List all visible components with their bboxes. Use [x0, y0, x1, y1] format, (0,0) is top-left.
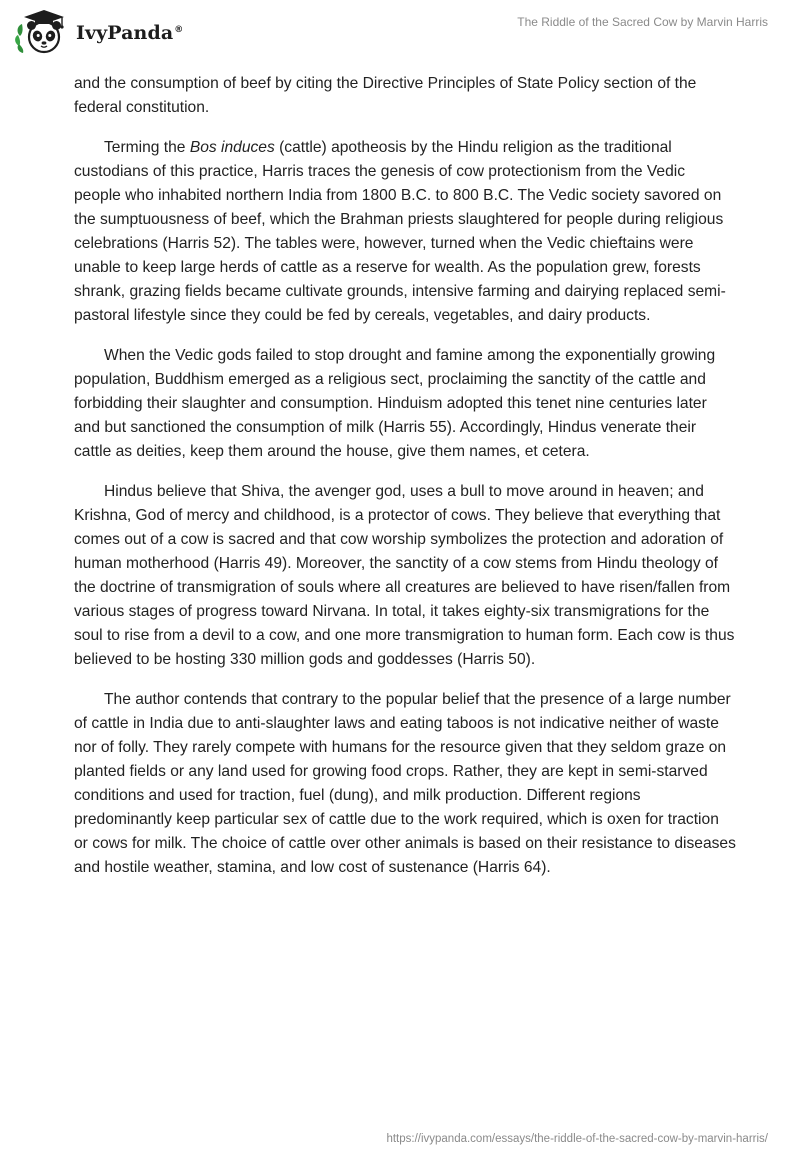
brand-name [76, 22, 183, 44]
document-title: The Riddle of the Sacred Cow by Marvin Harris [517, 15, 768, 29]
panda-graduation-cap-icon [14, 6, 74, 58]
paragraph-2-italic-term: Bos induces [189, 139, 275, 156]
paragraph-3: When the Vedic gods failed to stop drought and famine among the exponentially growing population, Buddhism emerged as a religious sect, proclaiming the sanctity of the cattle and forbidding their slaughter and consumption. Hinduism adopted this tenet nine centuries later and but sanctioned the consumption of milk (Harris 55). Accordingly, Hindus venerate their cattle as deities, keep them around the house, give them names, et cetera. [74, 347, 716, 460]
paragraph-5: The author contends that contrary to the popular belief that the presence of a large number of cattle in India due to anti-slaughter laws and eating taboos is not indicative neither of waste nor of folly. They rarely compete with humans for the resource given that they seldom graze on planted fields or any land used for growing food crops. Rather, they are kept in semi-starved conditions and used for traction, fuel (dung), and milk production. Different regions predominantly keep particular sex of cattle due to the work required, which is oxen for traction or cows for milk. The choice of cattle over other animals is based on their resistance to diseases and hostile weather, stamina, and low cost of sustenance (Harris 64). [74, 691, 736, 876]
ivypanda-logo[interactable] [14, 6, 183, 58]
source-url[interactable]: https://ivypanda.com/essays/the-riddle-of-the-sacred-cow-by-marvin-harris/ [386, 1133, 768, 1145]
paragraph-2-rest: (cattle) apotheosis by the Hindu religion as the traditional custodians of this practice, Harris traces the genesis of cow protectionism from the Vedic people who inhabited northern India from 1800 B.C. to 800 B.C. The Vedic society savored on the sumptuousness of beef, which the Brahman priests slaughtered for people during religious celebrations (Harris 52). The tables were, however, turned when the Vedic chieftains were unable to keep large herds of cattle as a reserve for wealth. As the population grew, forests shrank, grazing fields became cultivate grounds, intensive farming and dairying replaced semi-pastoral lifestyle since they could be fed by cereals, vegetables, and dairy products. [74, 139, 726, 324]
paragraph-2-lead: Terming the [104, 139, 190, 156]
paragraph-2 [74, 136, 736, 328]
paragraph-4: Hindus believe that Shiva, the avenger god, uses a bull to move around in heaven; and Krishna, God of mercy and childhood, is a protector of cows. They believe that everything that comes out of a cow is sacred and that cow worship symbolizes the protection and adoration of human motherhood (Harris 49). Moreover, the sanctity of a cow stems from Hindu theology of the doctrine of transmigration of souls where all creatures are believed to have risen/fallen from various stages of progress toward Nirvana. In total, it takes eighty-six transmigrations for the soul to rise from a devil to a cow, and one more transmigration to human form. Each cow is thus believed to be hosting 330 million gods and goddesses (Harris 50). [74, 483, 735, 668]
registered-mark: ® [174, 24, 184, 35]
brand-name-text: IvyPanda [76, 22, 174, 44]
page-header [0, 0, 800, 62]
essay-body [74, 72, 736, 896]
paragraph-1: and the consumption of beef by citing the Directive Principles of State Policy section of the federal constitution. [74, 75, 697, 116]
